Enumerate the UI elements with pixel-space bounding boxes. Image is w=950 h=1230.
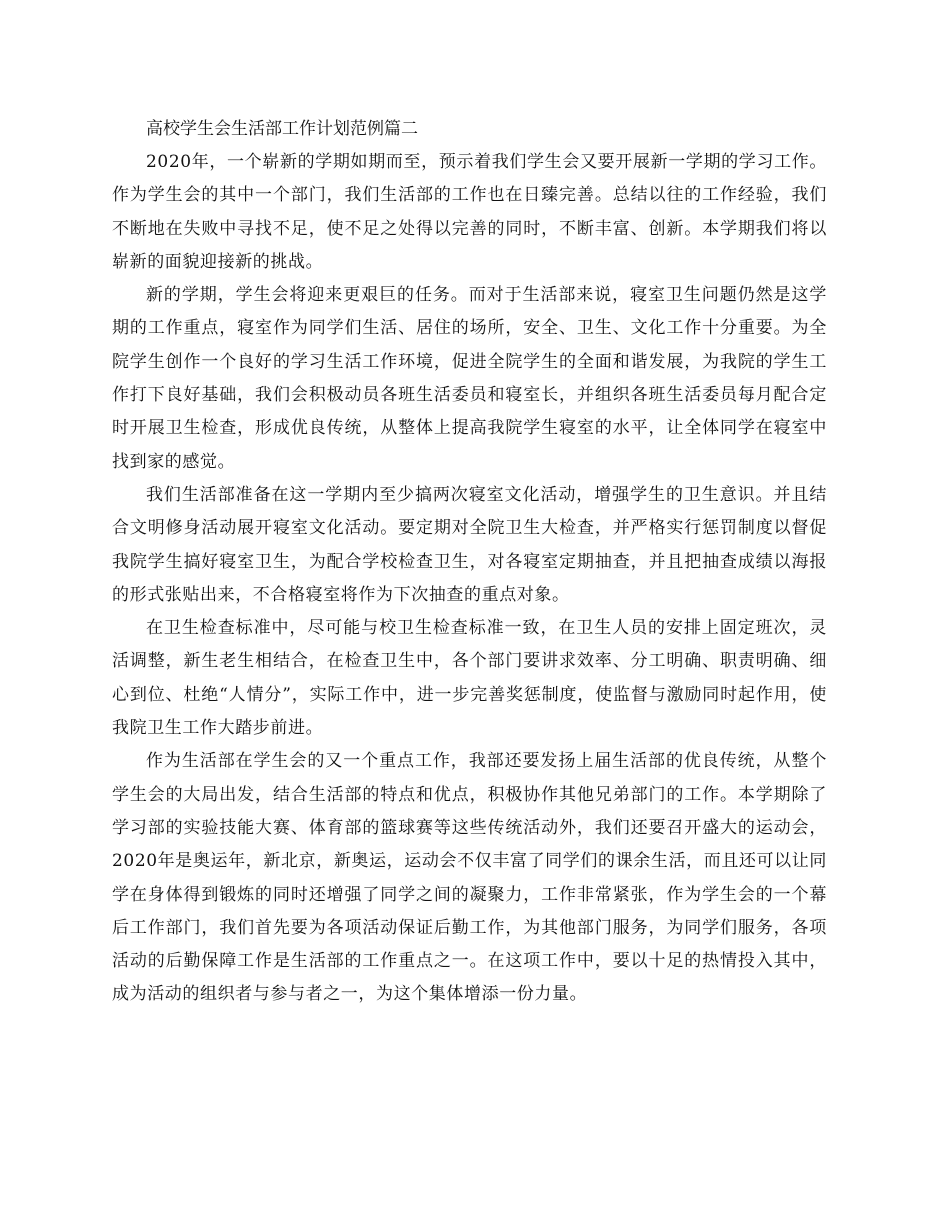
- document-page: [112, 113, 827, 1012]
- document-title: 高校学生会生活部工作计划范例篇二: [146, 119, 418, 139]
- paragraph-3: 我们生活部准备在这一学期内至少搞两次寝室文化活动，增强学生的卫生意识。并且结合文明修身活动展开寝室文化活动。要定期对全院卫生大检查，并严格实行惩罚制度以督促我院学生搞好寝室卫生，为配合学校检查卫生，对各寝室定期抽查，并且把抽查成绩以海报的形式张贴出来，不合格寝室将作为下次抽查的重点对象。: [112, 484, 827, 605]
- paragraph-4: 在卫生检查标准中，尽可能与校卫生检查标准一致，在卫生人员的安排上固定班次，灵活调整，新生老生相结合，在检查卫生中，各个部门要讲求效率、分工明确、职责明确、细心到位、杜绝“人情分”，实际工作中，进一步完善奖惩制度，使监督与激励同时起作用，使我院卫生工作大踏步前进。: [112, 618, 827, 739]
- paragraph-1: 2020年，一个崭新的学期如期而至，预示着我们学生会又要开展新一学期的学习工作。作为学生会的其中一个部门，我们生活部的工作也在日臻完善。总结以往的工作经验，我们不断地在失败中寻找不足，使不足之处得以完善的同时，不断丰富、创新。本学期我们将以崭新的面貌迎接新的挑战。: [112, 152, 827, 272]
- paragraph-5: 作为生活部在学生会的又一个重点工作，我部还要发扬上届生活部的优良传统，从整个学生会的大局出发，结合生活部的特点和优点，积极协作其他兄弟部门的工作。本学期除了学习部的实验技能大赛、体育部的篮球赛等这些传统活动外，我们还要召开盛大的运动会，2020年是奥运年，新北京，新奥运，运动会不仅丰富了同学们的课余生活，而且还可以让同学在身体得到锻炼的同时还增强了同学之间的凝聚力，工作非常紧张，作为学生会的一个幕后工作部门，我们首先要为各项活动保证后勤工作，为其他部门服务，为同学们服务，各项活动的后勤保障工作是生活部的工作重点之一。在这项工作中，要以十足的热情投入其中，成为活动的组织者与参与者之一，为这个集体增添一份力量。: [112, 751, 827, 1005]
- paragraph-2: 新的学期，学生会将迎来更艰巨的任务。而对于生活部来说，寝室卫生问题仍然是这学期的工作重点，寝室作为同学们生活、居住的场所，安全、卫生、文化工作十分重要。为全院学生创作一个良好的学习生活工作环境，促进全院学生的全面和谐发展，为我院的学生工作打下良好基础，我们会积极动员各班生活委员和寝室长，并组织各班生活委员每月配合定时开展卫生检查，形成优良传统，从整体上提高我院学生寝室的水平，让全体同学在寝室中找到家的感觉。: [112, 285, 827, 472]
